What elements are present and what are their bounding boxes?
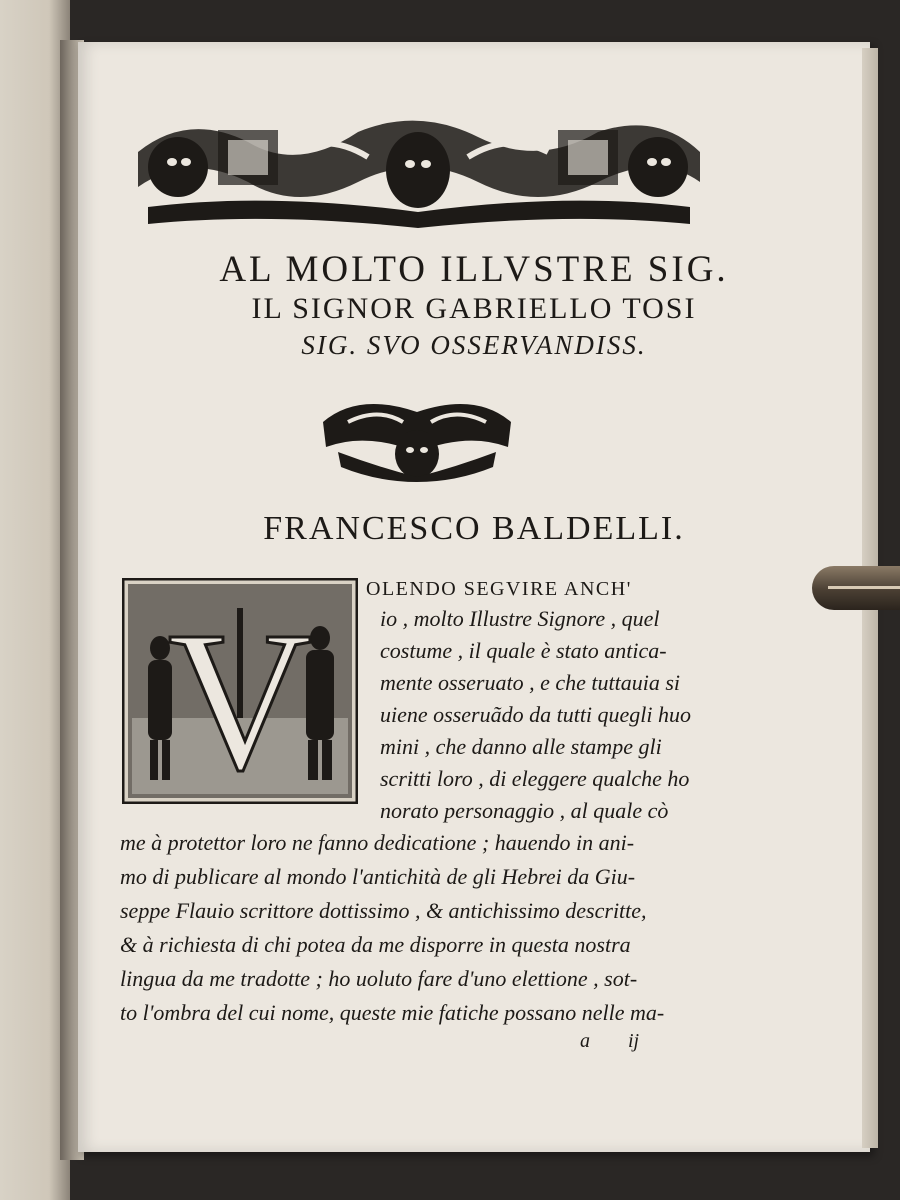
body-line-indented: norato personaggio , al quale cò bbox=[380, 798, 669, 823]
signature-mark-folio: ij bbox=[628, 1030, 640, 1052]
body-line: mo di publicare al mondo l'antichità de gli Hebrei da Giu- bbox=[120, 864, 636, 889]
author-signature: FRANCESCO BALDELLI. bbox=[263, 510, 685, 547]
heading-line-2: IL SIGNOR GABRIELLO TOSI bbox=[251, 292, 697, 325]
decorated-initial-woodcut bbox=[122, 578, 358, 804]
body-line: me à protettor loro ne fanno dedicatione ; hauendo in ani- bbox=[120, 830, 635, 855]
body-line-indented: io , molto Illustre Signore , quel bbox=[380, 606, 660, 631]
body-line: seppe Flauio scrittore dottissimo , & antichissimo descritte, bbox=[120, 898, 647, 923]
woodcut-headpiece bbox=[128, 112, 710, 230]
body-line: & à richiesta di chi potea da me disporre in questa nostra bbox=[120, 932, 631, 957]
body-line-indented: mini , che danno alle stampe gli bbox=[380, 734, 662, 759]
heading-line-1: AL MOLTO ILLVSTRE SIG. bbox=[219, 249, 729, 290]
body-first-line: OLENDO SEGVIRE ANCH' bbox=[366, 578, 632, 600]
woodcut-fleuron bbox=[318, 392, 516, 482]
body-line: to l'ombra del cui nome, queste mie fatiche possano nelle ma- bbox=[120, 1000, 665, 1025]
signature-mark: a bbox=[580, 1030, 590, 1052]
initial-letter: V bbox=[167, 591, 313, 804]
heading-line-3: SIG. SVO OSSERVANDISS. bbox=[301, 330, 647, 360]
body-line: lingua da me tradotte ; ho uoluto fare d'uno elettione , sot- bbox=[120, 966, 638, 991]
body-line-indented: costume , il quale è stato antica- bbox=[380, 638, 667, 663]
body-line-indented: uiene osseruãdo da tutti quegli huo bbox=[380, 702, 692, 727]
body-line-indented: scritti loro , di eleggere qualche ho bbox=[380, 766, 690, 791]
bookmark-tab-stripe bbox=[828, 586, 900, 589]
body-line-indented: mente osseruato , e che tuttauia si bbox=[380, 670, 681, 695]
